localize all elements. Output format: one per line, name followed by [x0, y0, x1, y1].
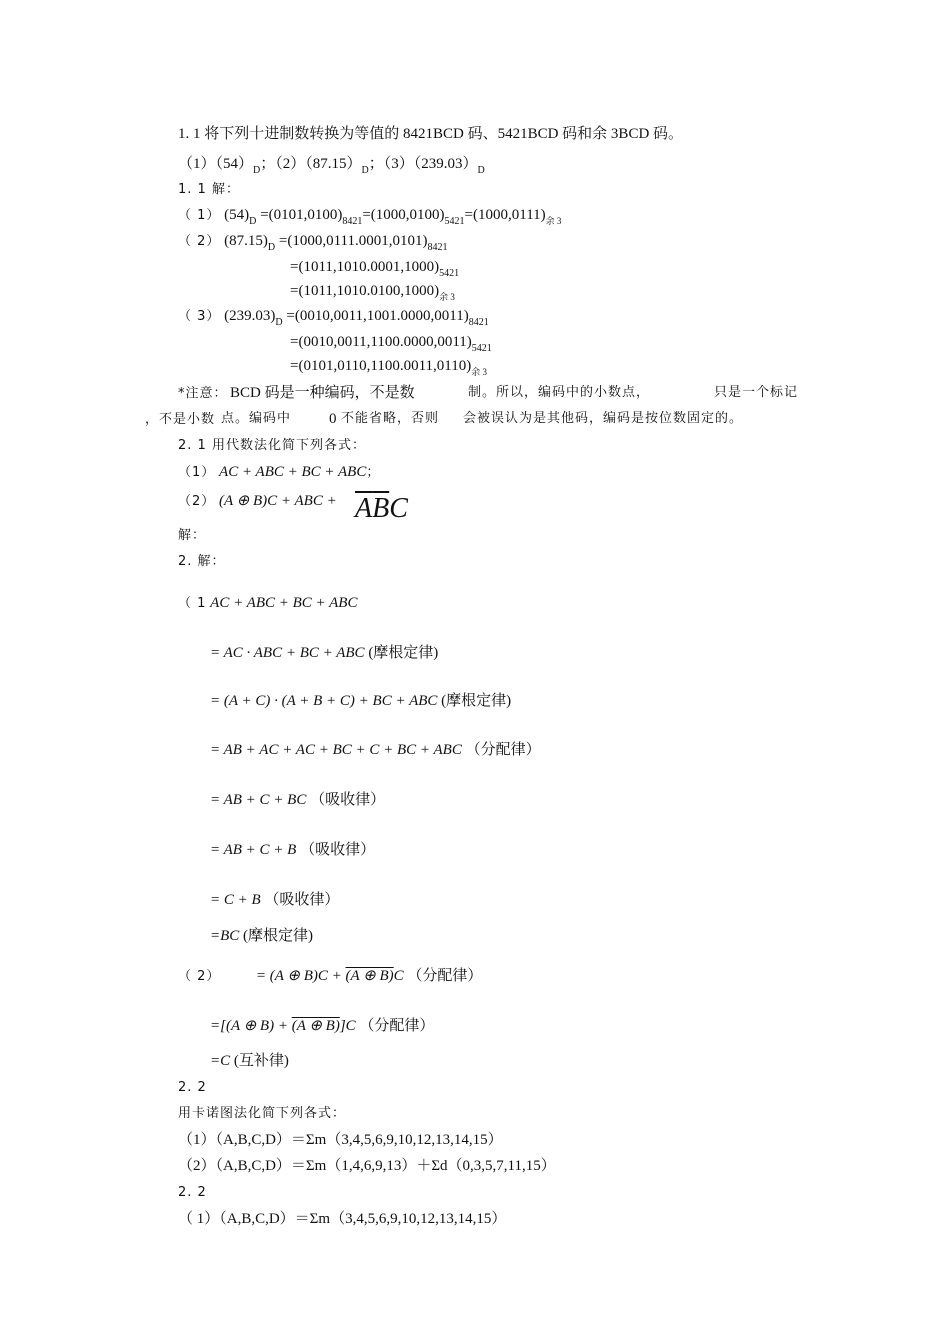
- answer-1-1-heading: 1. 1 解：: [178, 182, 240, 197]
- answer-1-1-part2: （ 2） $(87.15)_D =(1000,0111.0001,0101)_{8421}$: [178, 233, 448, 253]
- solution-2-step1: （ 2） = (A ⊕ B)C + (A ⊕ B)C （分配律）: [178, 968, 483, 984]
- answer-1-1-part1: （ 1） $(54)_D =(0101,0100)_{8421}=(1000,0100)_{5421}=(1000,0111)_{余 3}$: [178, 207, 562, 227]
- answer-2-heading: 2. 解：: [178, 554, 226, 569]
- answer-1-1-part3-5421: $=(0010,0011,1100.0000,0011)_{5421}$: [290, 334, 492, 354]
- problem-2-1-q1: （1） AC + ABC + BC + ABC；: [178, 464, 381, 480]
- problem-2-2-title: 用卡诺图法化简下列各式：: [178, 1106, 347, 1121]
- problem-2-1-title: 2. 1 用代数法化简下列各式：: [178, 438, 366, 453]
- solution-1-step3: = (A + C) · (A + B + C) + BC + ABC (摩根定律): [210, 693, 512, 709]
- solution-2-step2: =[(A ⊕ B) + (A ⊕ B)]C （分配律）: [210, 1018, 435, 1034]
- problem-1-1-title: 1. 1 将下列十进制数转换为等值的 8421BCD 码、5421BCD 码和余 3BCD 码。: [178, 126, 684, 142]
- answer-heading: 解：: [178, 528, 207, 543]
- problem-2-2-heading: 2. 2: [178, 1080, 207, 1095]
- answer-1-1-part3-xs3: $=(0101,0110,1100.0011,0110)_{余 3}$: [290, 358, 487, 377]
- solution-1-step2: = AC · ABC + BC + ABC (摩根定律): [210, 645, 439, 661]
- problem-2-2-q2: （2）（A,B,C,D）＝Σm（1,4,6,9,13）＋Σd（0,3,5,7,11,15）: [178, 1158, 556, 1174]
- problem-2-1-q2-abc-term: $\overline{A}\overline{B}C$: [355, 493, 408, 524]
- problem-1-1-items: $(1)(54)_D$；$(2)(87.15)_D$；$(3)(239.03)_D$: [178, 156, 485, 176]
- answer-1-1-part2-xs3: $=(1011,1010.0100,1000)_{余 3}$: [290, 283, 455, 302]
- answer-2-2-heading: 2. 2: [178, 1185, 207, 1200]
- problem-2-1-q2: （2） (A ⊕ B)C + ABC +: [178, 493, 337, 509]
- answer-1-1-part2-5421: $=(1011,1010.0001,1000)_{5421}$: [290, 259, 460, 279]
- solution-2-step3: =C (互补律): [210, 1053, 289, 1069]
- solution-1-step8: =BC (摩根定律): [210, 928, 314, 944]
- answer-2-2-part1: （ 1）（A,B,C,D）＝Σm（3,4,5,6,9,10,12,13,14,15）: [178, 1211, 507, 1227]
- solution-1-step5: = AB + C + BC （吸收律）: [210, 792, 386, 808]
- solution-1-step6: = AB + C + B （吸收律）: [210, 842, 376, 858]
- solution-1-step4: = AB + AC + AC + BC + C + BC + ABC （分配律）: [210, 742, 541, 758]
- bcd-note-line1: *注意： BCD 码是一种编码，不是数 制。所以，编码中的小数点， 只是一个标记: [178, 385, 799, 401]
- bcd-note-line2: ，不是小数 点。编码中 0 不能 省略，否则 会被误认为是其他码，编码是按位数固定的。: [145, 411, 744, 427]
- solution-1-step1: （ 1 AC + ABC + BC + ABC: [178, 595, 358, 611]
- problem-2-2-q1: （1）（A,B,C,D）＝Σm（3,4,5,6,9,10,12,13,14,15）: [178, 1132, 503, 1148]
- answer-1-1-part3: （ 3） $(239.03)_D =(0010,0011,1001.0000,0011)_{8421}$: [178, 308, 489, 328]
- solution-1-step7: = C + B （吸收律）: [210, 892, 340, 908]
